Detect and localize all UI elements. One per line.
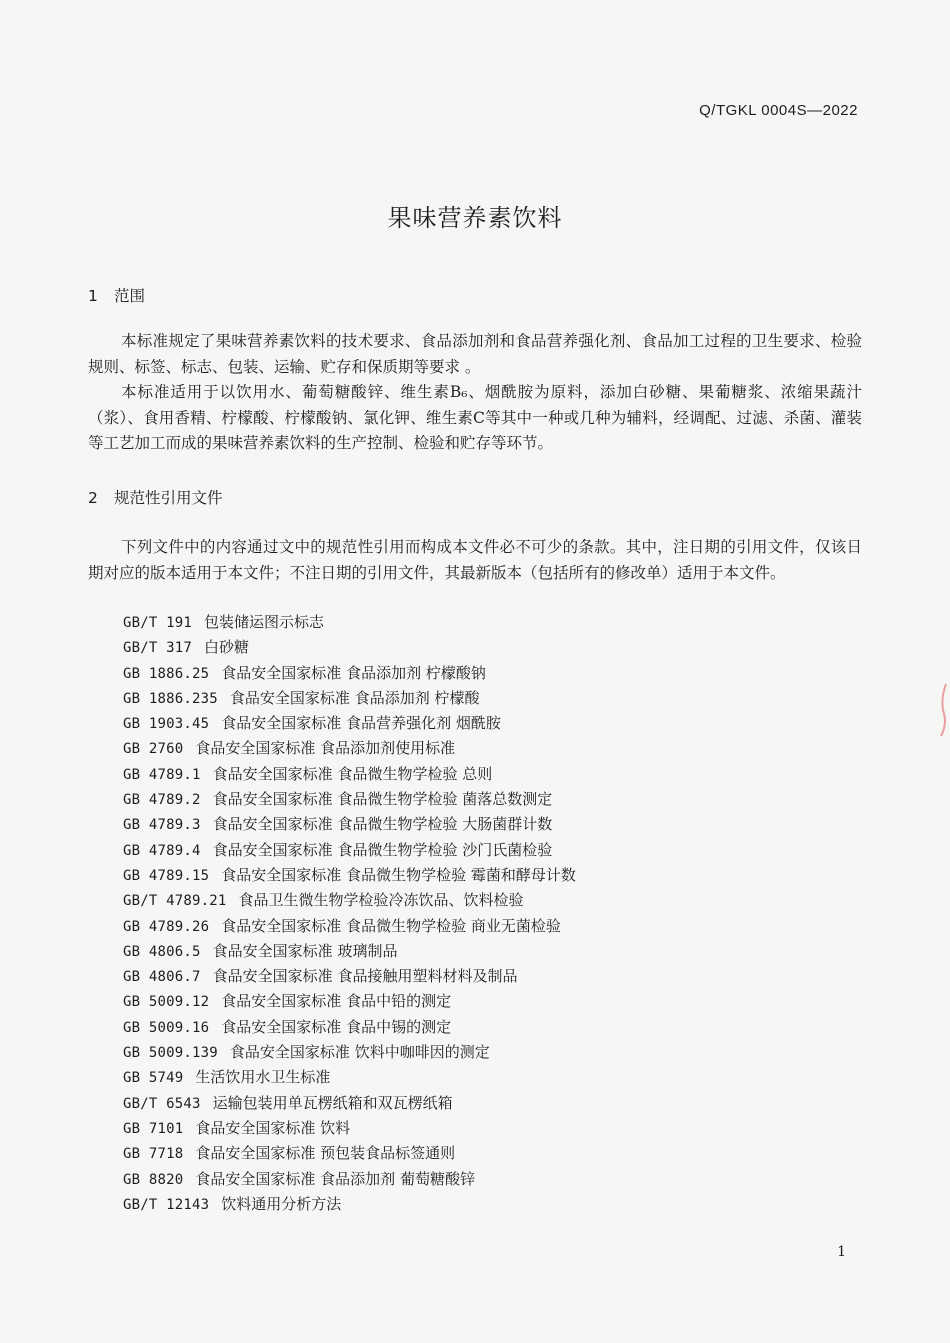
reference-code: GB 1903.45 <box>123 716 210 733</box>
reference-code: GB 4806.7 <box>123 969 201 986</box>
reference-item <box>123 812 576 837</box>
reference-code: GB/T 4789.21 <box>123 893 227 910</box>
reference-title: 食品安全国家标准 食品微生物学检验 沙门氏菌检验 <box>212 840 553 859</box>
reference-item <box>123 711 576 736</box>
reference-item <box>123 863 576 888</box>
reference-code: GB 1886.25 <box>123 665 210 682</box>
reference-code: GB 4789.1 <box>123 766 201 783</box>
section-heading-normative-references <box>88 486 223 508</box>
reference-code: GB 5009.12 <box>123 994 210 1011</box>
reference-item <box>123 736 576 761</box>
reference-item <box>123 1091 576 1116</box>
reference-title: 食品安全国家标准 食品营养强化剂 烟酰胺 <box>221 714 501 733</box>
reference-title: 食品安全国家标准 食品添加剂 柠檬酸钠 <box>221 663 486 682</box>
reference-item <box>123 989 576 1014</box>
reference-title: 食品安全国家标准 食品添加剂使用标准 <box>195 739 456 758</box>
reference-title: 食品安全国家标准 食品微生物学检验 总则 <box>212 764 493 783</box>
reference-title: 饮料通用分析方法 <box>221 1194 342 1213</box>
reference-code: GB/T 317 <box>123 640 193 657</box>
reference-item <box>123 1065 576 1090</box>
reference-title: 生活饮用水卫生标准 <box>195 1068 331 1087</box>
reference-code: GB 4789.3 <box>123 817 201 834</box>
reference-title: 食品安全国家标准 食品接触用塑料材料及制品 <box>212 967 518 986</box>
reference-title: 食品安全国家标准 饮料中咖啡因的测定 <box>229 1043 490 1062</box>
reference-code: GB 5009.16 <box>123 1019 210 1036</box>
section-title: 范围 <box>114 287 146 305</box>
reference-item <box>123 686 576 711</box>
reference-title: 食品安全国家标准 饮料 <box>195 1118 351 1137</box>
reference-title: 包装储运图示标志 <box>204 613 325 631</box>
reference-item <box>123 1141 576 1166</box>
reference-title: 食品安全国家标准 玻璃制品 <box>212 941 398 960</box>
reference-title: 食品安全国家标准 预包装食品标签通则 <box>195 1144 456 1163</box>
section-heading-scope <box>88 284 145 306</box>
reference-title: 白砂糖 <box>204 638 250 657</box>
references-intro-paragraph: 下列文件中的内容通过文中的规范性引用而构成本文件必不可少的条款。其中，注日期的引用文件，仅该日期对应的版本适用于本文件；不注日期的引用文件，其最新版本（包括所有的修改单）适用于本文件。 <box>88 538 862 582</box>
section-title: 规范性引用文件 <box>114 489 223 507</box>
section-number: 1 <box>88 287 98 305</box>
reference-code: GB 8820 <box>123 1171 184 1188</box>
reference-code: GB/T 12143 <box>123 1196 210 1213</box>
reference-item <box>123 661 576 686</box>
reference-code: GB 4789.15 <box>123 867 210 884</box>
reference-code: GB 7101 <box>123 1120 184 1137</box>
reference-code: GB/T 191 <box>123 615 193 631</box>
reference-code: GB 5749 <box>123 1070 184 1087</box>
reference-item <box>123 838 576 863</box>
reference-item <box>123 762 576 787</box>
reference-code: GB/T 6543 <box>123 1095 201 1112</box>
reference-item <box>123 1167 576 1192</box>
reference-list <box>123 610 576 1217</box>
reference-item <box>123 888 576 913</box>
document-code: Q/TGKL 0004S—2022 <box>699 102 858 119</box>
scope-paragraph-1: 本标准规定了果味营养素饮料的技术要求、食品添加剂和食品营养强化剂、食品加工过程的卫生要求、检验规则、标签、标志、包装、运输、贮存和保质期等要求 。 <box>88 332 862 376</box>
reference-item <box>123 1040 576 1065</box>
reference-item <box>123 635 576 660</box>
stamp-edge-mark <box>936 680 950 740</box>
reference-item <box>123 610 576 635</box>
reference-code: GB 4789.4 <box>123 842 201 859</box>
reference-code: GB 7718 <box>123 1146 184 1163</box>
reference-title: 食品安全国家标准 食品微生物学检验 大肠菌群计数 <box>212 815 553 834</box>
reference-title: 食品卫生微生物学检验冷冻饮品、饮料检验 <box>238 891 524 910</box>
scope-paragraph-2: 本标准适用于以饮用水、葡萄糖酸锌、维生素B₆、烟酰胺为原料，添加白砂糖、果葡糖浆、浓缩果蔬汁（浆）、食用香精、柠檬酸、柠檬酸钠、氯化钾、维生素C等其中一种或几种为辅料，经调配、过滤、杀菌、灌装等工艺加工而成的果味营养素饮料的生产控制、检验和贮存等环节。 <box>88 383 862 452</box>
reference-title: 食品安全国家标准 食品中锡的测定 <box>221 1017 452 1036</box>
reference-item <box>123 914 576 939</box>
reference-title: 食品安全国家标准 食品添加剂 柠檬酸 <box>229 688 480 707</box>
reference-item <box>123 1116 576 1141</box>
reference-code: GB 1886.235 <box>123 690 218 707</box>
page-number: 1 <box>837 1244 846 1260</box>
reference-item <box>123 1015 576 1040</box>
reference-item <box>123 787 576 812</box>
reference-title: 运输包装用单瓦楞纸箱和双瓦楞纸箱 <box>212 1093 453 1112</box>
reference-title: 食品安全国家标准 食品中铅的测定 <box>221 992 452 1011</box>
reference-code: GB 4789.26 <box>123 918 210 935</box>
section-number: 2 <box>88 489 98 507</box>
reference-code: GB 4806.5 <box>123 943 201 960</box>
reference-item <box>123 1192 576 1217</box>
reference-code: GB 2760 <box>123 741 184 758</box>
reference-code: GB 5009.139 <box>123 1045 218 1062</box>
reference-item <box>123 964 576 989</box>
reference-title: 食品安全国家标准 食品微生物学检验 菌落总数测定 <box>212 790 553 809</box>
document-title: 果味营养素饮料 <box>387 204 563 232</box>
reference-item <box>123 939 576 964</box>
reference-code: GB 4789.2 <box>123 792 201 809</box>
reference-title: 食品安全国家标准 食品添加剂 葡萄糖酸锌 <box>195 1169 475 1188</box>
reference-title: 食品安全国家标准 食品微生物学检验 商业无菌检验 <box>221 916 561 935</box>
reference-title: 食品安全国家标准 食品微生物学检验 霉菌和酵母计数 <box>221 865 576 884</box>
